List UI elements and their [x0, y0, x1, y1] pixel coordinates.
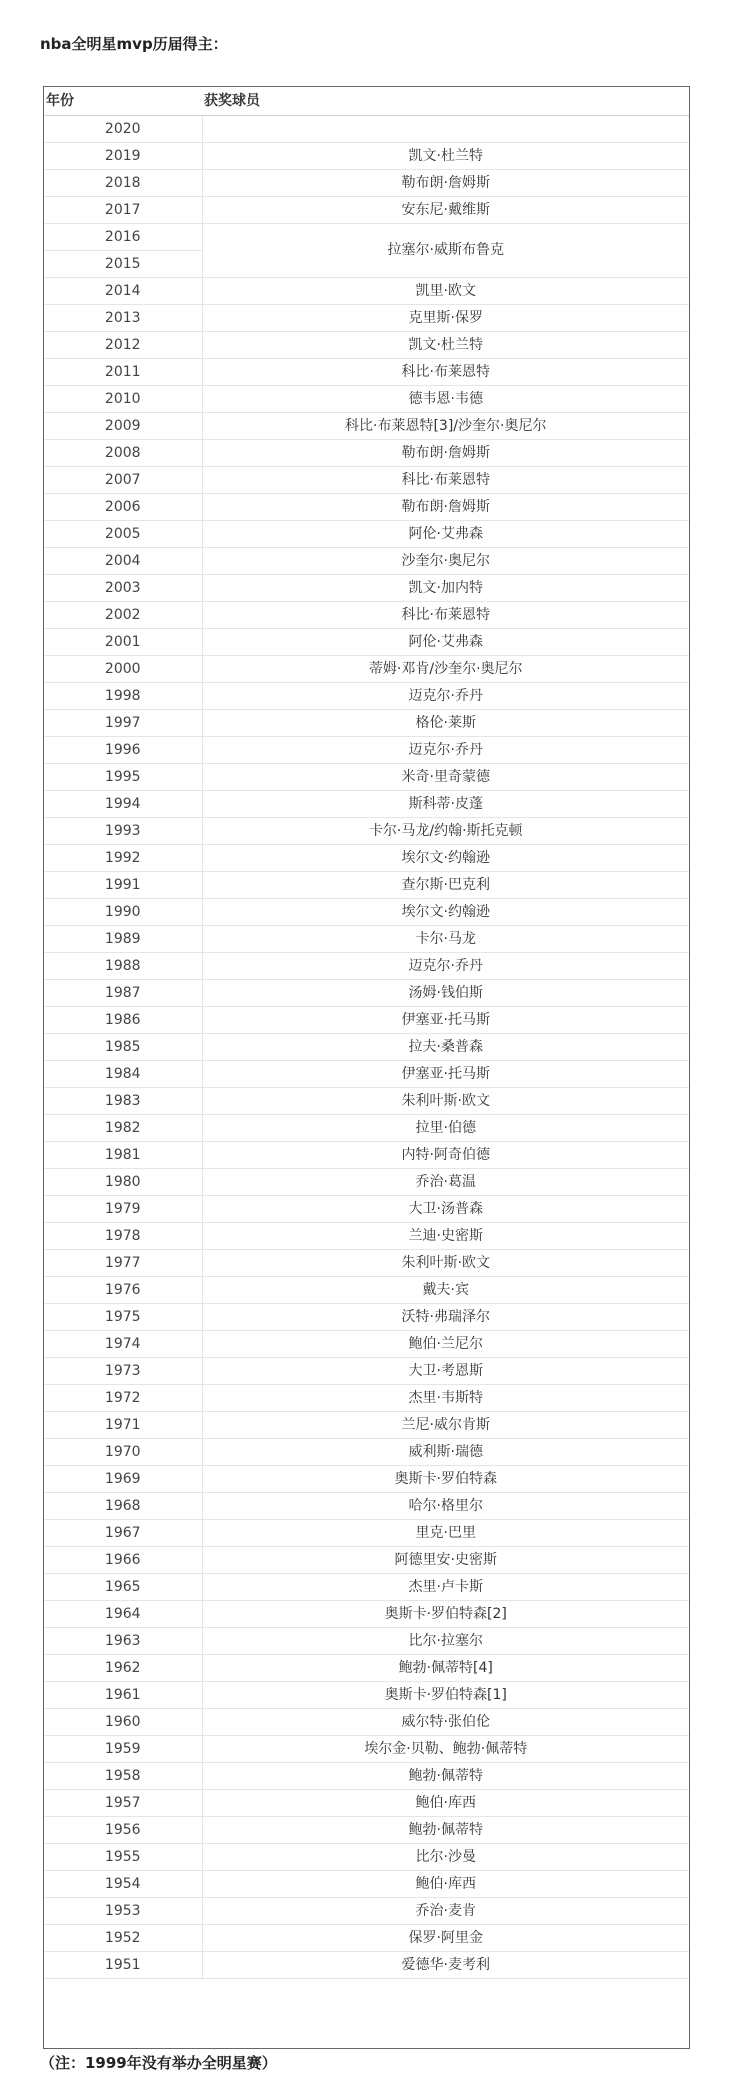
player-cell: 兰迪·史密斯	[202, 1222, 689, 1249]
year-cell: 1966	[44, 1546, 202, 1573]
year-cell: 2012	[44, 331, 202, 358]
table-row	[44, 1141, 689, 1168]
player-cell: 德韦恩·韦德	[202, 385, 689, 412]
year-cell: 1997	[44, 709, 202, 736]
table-row	[44, 655, 689, 682]
player-cell: 凯文·杜兰特	[202, 142, 689, 169]
year-cell: 1970	[44, 1438, 202, 1465]
year-cell: 1993	[44, 817, 202, 844]
player-cell: 奥斯卡·罗伯特森[2]	[202, 1600, 689, 1627]
player-cell: 米奇·里奇蒙德	[202, 763, 689, 790]
year-cell: 2000	[44, 655, 202, 682]
player-cell: 哈尔·格里尔	[202, 1492, 689, 1519]
page-title: nba全明星mvp历届得主：	[40, 35, 228, 53]
table-row	[44, 628, 689, 655]
table-row	[44, 1357, 689, 1384]
table-row	[44, 142, 689, 169]
player-cell: 杰里·卢卡斯	[202, 1573, 689, 1600]
table-row	[44, 817, 689, 844]
table-row	[44, 1465, 689, 1492]
player-cell: 乔治·麦肯	[202, 1897, 689, 1924]
table-row	[44, 844, 689, 871]
player-cell: 克里斯·保罗	[202, 304, 689, 331]
player-cell: 凯文·加内特	[202, 574, 689, 601]
table-row	[44, 1897, 689, 1924]
year-cell: 1960	[44, 1708, 202, 1735]
table-row	[44, 898, 689, 925]
year-cell: 1991	[44, 871, 202, 898]
player-cell: 安东尼·戴维斯	[202, 196, 689, 223]
year-cell: 2007	[44, 466, 202, 493]
player-cell: 科比·布莱恩特	[202, 358, 689, 385]
year-cell: 1998	[44, 682, 202, 709]
player-cell: 大卫·考恩斯	[202, 1357, 689, 1384]
player-cell: 鲍伯·兰尼尔	[202, 1330, 689, 1357]
table-row	[44, 493, 689, 520]
table-row	[44, 1600, 689, 1627]
player-cell: 埃尔金·贝勒、鲍勃·佩蒂特	[202, 1735, 689, 1762]
player-cell: 勒布朗·詹姆斯	[202, 439, 689, 466]
year-cell: 2009	[44, 412, 202, 439]
year-cell: 1977	[44, 1249, 202, 1276]
year-cell: 1989	[44, 925, 202, 952]
year-cell: 1982	[44, 1114, 202, 1141]
year-cell: 1995	[44, 763, 202, 790]
player-cell: 朱利叶斯·欧文	[202, 1249, 689, 1276]
year-cell: 1979	[44, 1195, 202, 1222]
year-cell: 2004	[44, 547, 202, 574]
table-row	[44, 1168, 689, 1195]
player-cell: 迈克尔·乔丹	[202, 952, 689, 979]
year-cell: 2014	[44, 277, 202, 304]
table-row	[44, 1249, 689, 1276]
table-row	[44, 196, 689, 223]
table-row	[44, 709, 689, 736]
year-cell: 1976	[44, 1276, 202, 1303]
table-row	[44, 1060, 689, 1087]
table-row	[44, 1762, 689, 1789]
player-cell: 鲍勃·佩蒂特	[202, 1816, 689, 1843]
table-row	[44, 358, 689, 385]
year-cell: 1956	[44, 1816, 202, 1843]
player-cell: 鲍伯·库西	[202, 1870, 689, 1897]
table-row	[44, 412, 689, 439]
year-cell: 1963	[44, 1627, 202, 1654]
table-row	[44, 952, 689, 979]
player-cell: 鲍勃·佩蒂特[4]	[202, 1654, 689, 1681]
year-cell: 2017	[44, 196, 202, 223]
year-cell: 2019	[44, 142, 202, 169]
year-cell: 1957	[44, 1789, 202, 1816]
table-row	[44, 1546, 689, 1573]
table-row	[44, 1006, 689, 1033]
year-cell: 1980	[44, 1168, 202, 1195]
player-cell: 鲍伯·库西	[202, 1789, 689, 1816]
mvp-table-container	[43, 86, 690, 2049]
year-cell: 1952	[44, 1924, 202, 1951]
player-cell: 拉里·伯德	[202, 1114, 689, 1141]
year-cell: 1961	[44, 1681, 202, 1708]
year-cell: 1967	[44, 1519, 202, 1546]
year-cell: 1985	[44, 1033, 202, 1060]
table-row	[44, 601, 689, 628]
table-row	[44, 1222, 689, 1249]
player-cell: 阿伦·艾弗森	[202, 520, 689, 547]
year-cell: 1965	[44, 1573, 202, 1600]
header-player: 获奖球员	[202, 87, 689, 115]
player-cell: 迈克尔·乔丹	[202, 682, 689, 709]
table-row	[44, 1816, 689, 1843]
year-cell: 1958	[44, 1762, 202, 1789]
table-row	[44, 682, 689, 709]
table-row	[44, 1708, 689, 1735]
table-row	[44, 736, 689, 763]
year-cell: 1981	[44, 1141, 202, 1168]
player-cell: 杰里·韦斯特	[202, 1384, 689, 1411]
table-row	[44, 277, 689, 304]
player-cell: 伊塞亚·托马斯	[202, 1060, 689, 1087]
player-cell: 埃尔文·约翰逊	[202, 898, 689, 925]
table-row	[44, 1519, 689, 1546]
year-cell: 1984	[44, 1060, 202, 1087]
player-cell: 阿伦·艾弗森	[202, 628, 689, 655]
table-row	[44, 1924, 689, 1951]
player-cell: 埃尔文·约翰逊	[202, 844, 689, 871]
player-cell: 大卫·汤普森	[202, 1195, 689, 1222]
year-cell: 2005	[44, 520, 202, 547]
table-row	[44, 520, 689, 547]
table-row	[44, 1735, 689, 1762]
player-cell: 兰尼·威尔肯斯	[202, 1411, 689, 1438]
year-cell: 2018	[44, 169, 202, 196]
player-cell: 比尔·拉塞尔	[202, 1627, 689, 1654]
year-cell: 1986	[44, 1006, 202, 1033]
player-cell: 内特·阿奇伯德	[202, 1141, 689, 1168]
player-cell: 沙奎尔·奥尼尔	[202, 547, 689, 574]
footnote: （注：1999年没有举办全明星赛）	[40, 2054, 277, 2072]
player-cell: 朱利叶斯·欧文	[202, 1087, 689, 1114]
player-cell: 奥斯卡·罗伯特森	[202, 1465, 689, 1492]
player-cell: 科比·布莱恩特[3]/沙奎尔·奥尼尔	[202, 412, 689, 439]
table-row	[44, 1573, 689, 1600]
player-cell: 乔治·葛温	[202, 1168, 689, 1195]
year-cell: 1959	[44, 1735, 202, 1762]
year-cell: 1988	[44, 952, 202, 979]
year-cell: 1990	[44, 898, 202, 925]
player-cell: 凯文·杜兰特	[202, 331, 689, 358]
year-cell: 2020	[44, 115, 202, 142]
table-row	[44, 1303, 689, 1330]
table-row	[44, 1870, 689, 1897]
player-cell: 勒布朗·詹姆斯	[202, 493, 689, 520]
player-cell: 勒布朗·詹姆斯	[202, 169, 689, 196]
table-row	[44, 1411, 689, 1438]
year-cell: 1969	[44, 1465, 202, 1492]
year-cell: 2011	[44, 358, 202, 385]
year-cell: 1983	[44, 1087, 202, 1114]
player-cell: 威利斯·瑞德	[202, 1438, 689, 1465]
player-cell: 阿德里安·史密斯	[202, 1546, 689, 1573]
table-row	[44, 304, 689, 331]
player-cell: 迈克尔·乔丹	[202, 736, 689, 763]
year-cell: 1968	[44, 1492, 202, 1519]
table-row	[44, 925, 689, 952]
year-cell: 1996	[44, 736, 202, 763]
header-year: 年份	[44, 87, 202, 115]
year-cell: 2008	[44, 439, 202, 466]
table-row	[44, 1195, 689, 1222]
table-row	[44, 871, 689, 898]
table-row	[44, 223, 689, 250]
player-cell: 奥斯卡·罗伯特森[1]	[202, 1681, 689, 1708]
player-cell: 蒂姆·邓肯/沙奎尔·奥尼尔	[202, 655, 689, 682]
table-row	[44, 979, 689, 1006]
table-row	[44, 1843, 689, 1870]
player-cell: 保罗·阿里金	[202, 1924, 689, 1951]
table-row	[44, 1951, 689, 1978]
table-row	[44, 1276, 689, 1303]
year-cell: 2010	[44, 385, 202, 412]
player-cell: 卡尔·马龙	[202, 925, 689, 952]
table-row	[44, 1492, 689, 1519]
player-cell: 科比·布莱恩特	[202, 466, 689, 493]
table-row	[44, 115, 689, 142]
mvp-table	[44, 87, 689, 1979]
table-row	[44, 1114, 689, 1141]
table-body	[44, 115, 689, 1978]
player-cell: 卡尔·马龙/约翰·斯托克顿	[202, 817, 689, 844]
player-cell: 科比·布莱恩特	[202, 601, 689, 628]
player-cell: 伊塞亚·托马斯	[202, 1006, 689, 1033]
year-cell: 1971	[44, 1411, 202, 1438]
table-row	[44, 1087, 689, 1114]
year-cell: 2015	[44, 250, 202, 277]
year-cell: 1962	[44, 1654, 202, 1681]
table-row	[44, 1033, 689, 1060]
year-cell: 1978	[44, 1222, 202, 1249]
table-row	[44, 1330, 689, 1357]
year-cell: 1974	[44, 1330, 202, 1357]
player-cell: 凯里·欧文	[202, 277, 689, 304]
table-row	[44, 1438, 689, 1465]
player-cell: 拉夫·桑普森	[202, 1033, 689, 1060]
year-cell: 1951	[44, 1951, 202, 1978]
year-cell: 1987	[44, 979, 202, 1006]
table-row	[44, 466, 689, 493]
player-cell: 格伦·莱斯	[202, 709, 689, 736]
year-cell: 2006	[44, 493, 202, 520]
table-row	[44, 1627, 689, 1654]
year-cell: 1975	[44, 1303, 202, 1330]
player-cell: 爱德华·麦考利	[202, 1951, 689, 1978]
table-row	[44, 1789, 689, 1816]
player-cell: 威尔特·张伯伦	[202, 1708, 689, 1735]
table-row	[44, 763, 689, 790]
table-row	[44, 331, 689, 358]
year-cell: 2002	[44, 601, 202, 628]
table-row	[44, 385, 689, 412]
year-cell: 1972	[44, 1384, 202, 1411]
table-row	[44, 790, 689, 817]
table-row	[44, 574, 689, 601]
year-cell: 1953	[44, 1897, 202, 1924]
year-cell: 2003	[44, 574, 202, 601]
year-cell: 1992	[44, 844, 202, 871]
year-cell: 1994	[44, 790, 202, 817]
table-row	[44, 169, 689, 196]
year-cell: 1955	[44, 1843, 202, 1870]
player-cell: 汤姆·钱伯斯	[202, 979, 689, 1006]
player-cell: 鲍勃·佩蒂特	[202, 1762, 689, 1789]
table-row	[44, 547, 689, 574]
player-cell: 斯科蒂·皮蓬	[202, 790, 689, 817]
year-cell: 2016	[44, 223, 202, 250]
table-header-row	[44, 87, 689, 115]
year-cell: 2013	[44, 304, 202, 331]
player-cell	[202, 115, 689, 142]
player-cell: 比尔·沙曼	[202, 1843, 689, 1870]
player-cell: 戴夫·宾	[202, 1276, 689, 1303]
year-cell: 1954	[44, 1870, 202, 1897]
table-row	[44, 1681, 689, 1708]
year-cell: 1964	[44, 1600, 202, 1627]
year-cell: 1973	[44, 1357, 202, 1384]
year-cell: 2001	[44, 628, 202, 655]
table-row	[44, 1654, 689, 1681]
player-cell: 查尔斯·巴克利	[202, 871, 689, 898]
player-cell: 沃特·弗瑞泽尔	[202, 1303, 689, 1330]
player-cell: 里克·巴里	[202, 1519, 689, 1546]
player-cell: 拉塞尔·威斯布鲁克	[202, 223, 689, 277]
table-row	[44, 1384, 689, 1411]
table-row	[44, 439, 689, 466]
